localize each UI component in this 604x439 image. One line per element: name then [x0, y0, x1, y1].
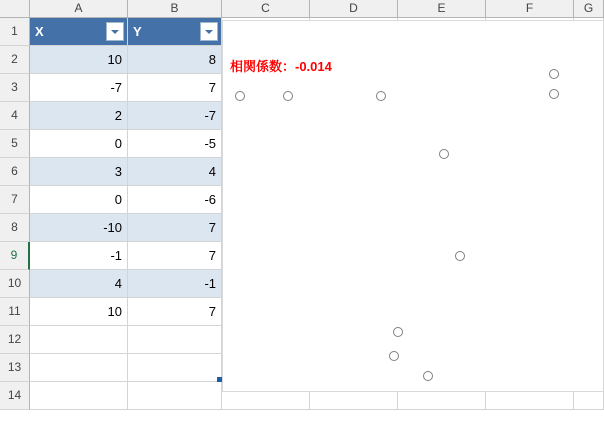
- cell-b1-text: Y: [133, 24, 142, 39]
- cell-b11[interactable]: 7: [128, 298, 222, 326]
- column-header-b[interactable]: B: [128, 0, 222, 18]
- cell-b3[interactable]: 7: [128, 74, 222, 102]
- row-header-8[interactable]: 8: [0, 214, 30, 242]
- row-header-14[interactable]: 14: [0, 382, 30, 410]
- correlation-annotation: 相関係数：-0.014: [230, 59, 332, 74]
- cell-a6[interactable]: 3: [30, 158, 128, 186]
- row-header-7[interactable]: 7: [0, 186, 30, 214]
- cell-a8[interactable]: -10: [30, 214, 128, 242]
- scatter-point: [423, 371, 433, 381]
- cell-a7[interactable]: 0: [30, 186, 128, 214]
- row-header-column: [0, 18, 30, 410]
- scatter-point: [393, 327, 403, 337]
- row-header-12[interactable]: 12: [0, 326, 30, 354]
- scatter-point: [549, 89, 559, 99]
- row-header-3[interactable]: 3: [0, 74, 30, 102]
- column-header-d[interactable]: D: [310, 0, 398, 18]
- cell-b12[interactable]: [128, 326, 222, 354]
- cell-b1[interactable]: [128, 18, 222, 46]
- row-header-11[interactable]: 11: [0, 298, 30, 326]
- row-header-10[interactable]: 10: [0, 270, 30, 298]
- cell-b8[interactable]: 7: [128, 214, 222, 242]
- cell-a9[interactable]: -1: [30, 242, 128, 270]
- cell-a1[interactable]: [30, 18, 128, 46]
- cell-b9[interactable]: 7: [128, 242, 222, 270]
- cell-b13[interactable]: [128, 354, 222, 382]
- cell-b7[interactable]: -6: [128, 186, 222, 214]
- column-header-g[interactable]: G: [574, 0, 604, 18]
- cell-a13[interactable]: [30, 354, 128, 382]
- cell-a10[interactable]: 4: [30, 270, 128, 298]
- cell-b4[interactable]: -7: [128, 102, 222, 130]
- row-header-13[interactable]: 13: [0, 354, 30, 382]
- column-header-e[interactable]: E: [398, 0, 486, 18]
- column-header-c[interactable]: C: [222, 0, 310, 18]
- row-header-9[interactable]: 9: [0, 242, 30, 270]
- scatter-point: [235, 91, 245, 101]
- filter-dropdown-icon-x[interactable]: [106, 22, 124, 41]
- cell-a12[interactable]: [30, 326, 128, 354]
- cell-a14[interactable]: [30, 382, 128, 410]
- cell-a11[interactable]: 10: [30, 298, 128, 326]
- column-header-a[interactable]: A: [30, 0, 128, 18]
- cell-a5[interactable]: 0: [30, 130, 128, 158]
- row-header-2[interactable]: 2: [0, 46, 30, 74]
- scatter-chart[interactable]: [222, 20, 604, 392]
- row-header-4[interactable]: 4: [0, 102, 30, 130]
- cell-b10[interactable]: -1: [128, 270, 222, 298]
- scatter-point: [376, 91, 386, 101]
- scatter-point: [549, 69, 559, 79]
- column-header-row: [0, 0, 604, 18]
- cell-a2[interactable]: 10: [30, 46, 128, 74]
- cell-a3[interactable]: -7: [30, 74, 128, 102]
- column-header-f[interactable]: F: [486, 0, 574, 18]
- select-all-corner[interactable]: [0, 0, 30, 18]
- cell-b14[interactable]: [128, 382, 222, 410]
- cell-b2[interactable]: 8: [128, 46, 222, 74]
- row-header-6[interactable]: 6: [0, 158, 30, 186]
- row-header-1[interactable]: 1: [0, 18, 30, 46]
- cell-a1-text: X: [35, 24, 44, 39]
- scatter-point: [455, 251, 465, 261]
- cell-a4[interactable]: 2: [30, 102, 128, 130]
- chart-plot-area: [223, 21, 603, 391]
- cell-b6[interactable]: 4: [128, 158, 222, 186]
- scatter-point: [389, 351, 399, 361]
- row-header-5[interactable]: 5: [0, 130, 30, 158]
- cell-b5[interactable]: -5: [128, 130, 222, 158]
- scatter-point: [283, 91, 293, 101]
- scatter-point: [439, 149, 449, 159]
- filter-dropdown-icon-y[interactable]: [200, 22, 218, 41]
